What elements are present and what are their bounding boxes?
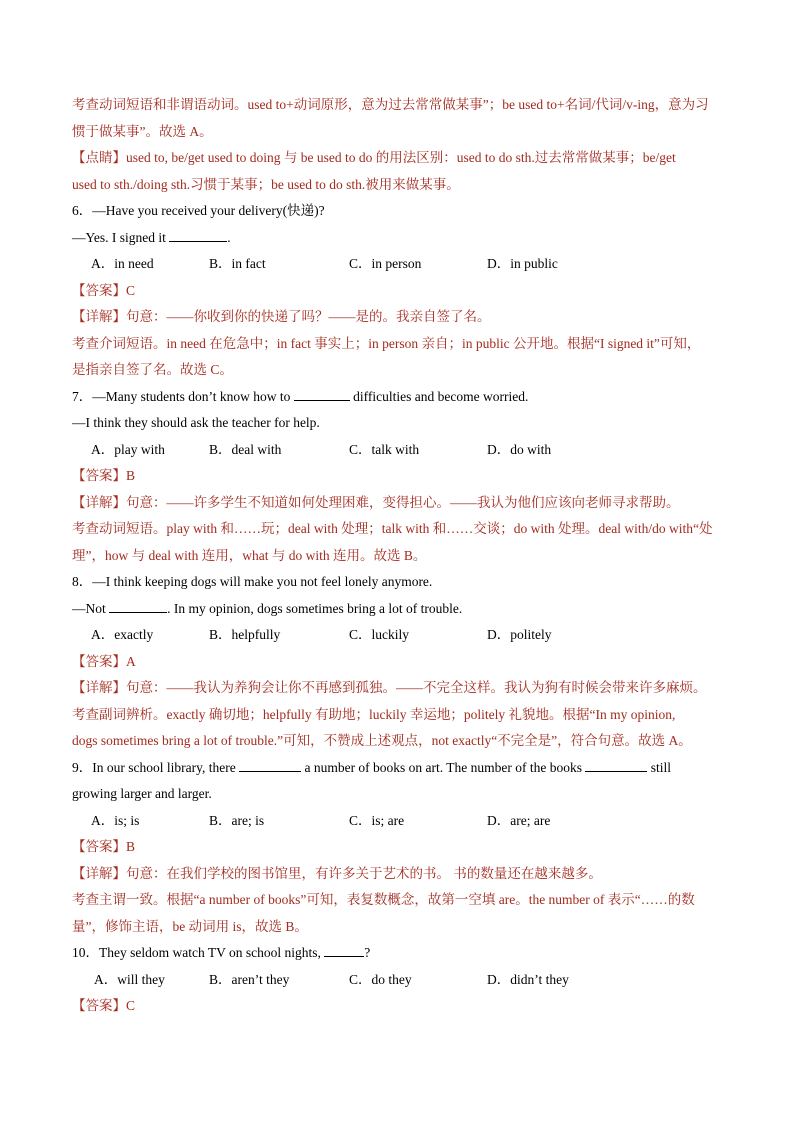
intro-line-1: 考查动词短语和非谓语动词。used to+动词原形，意为过去常常做某事”；be used to+名词/代词/v-ing，意为习: [72, 97, 709, 112]
q6-option-c: C．in person: [349, 256, 422, 271]
q7-answer: [72, 463, 734, 490]
q10-option-a: A．will they: [94, 971, 165, 987]
q9-answer-value: B: [126, 839, 136, 854]
q9-blank-2: [585, 757, 647, 772]
q7-detail-2: 考查动词短语。play with 和……玩；deal with 处理；talk with 和……交谈；do with 处理。deal with/do with“处: [72, 521, 713, 536]
point-label: 【点睛】: [72, 150, 126, 165]
q10-blank: [324, 942, 364, 957]
q8-answer: [72, 649, 734, 676]
q9-stem-1c: still: [647, 759, 672, 775]
q7-option-a: A．play with: [91, 441, 165, 457]
q6-stem-2b: .: [227, 229, 231, 245]
q9-option-d: D．are; are: [487, 812, 551, 828]
q9-options: [72, 808, 734, 835]
point-line-1: [72, 145, 734, 172]
detail-label: 【详解】: [72, 680, 126, 695]
q6-detail-text: 句意：——你收到你的快递了吗？——是的。我亲自签了名。: [126, 309, 491, 324]
q9-option-b: B．are; is: [209, 812, 265, 828]
q9-detail-2: 考查主谓一致。根据“a number of books”可知，表复数概念，故第一空填 are。the number of 表示“……的数: [72, 892, 695, 907]
q10-options: [72, 967, 734, 994]
q6-answer-value: C: [126, 282, 136, 298]
q7-option-d: D．do with: [487, 441, 552, 457]
q6-stem-2a: —Yes. I signed it: [72, 229, 170, 245]
q10-answer-value: C: [126, 998, 136, 1013]
document-page: [72, 92, 734, 1020]
q9-option-a: A．is; is: [91, 812, 140, 828]
point-text-1: used to, be/get used to doing 与 be used to do 的用法区别：used to do sth.过去常常做某事；be/get: [126, 150, 676, 165]
q8-options: [72, 622, 734, 649]
q6-detail-1: [72, 304, 734, 331]
q7-detail-3: 理”，how 与 deal with 连用，what 与 do with 连用。故选 B。: [72, 547, 427, 563]
q7-detail-text: 句意：——许多学生不知道如何处理困难，变得担心。——我认为他们应该向老师寻求帮助。: [126, 494, 680, 510]
q6-blank: [169, 227, 227, 242]
q8-option-a: A．exactly: [91, 627, 154, 642]
q7-options: [72, 437, 734, 464]
detail-label: 【详解】: [72, 309, 126, 324]
q9-stem-1a: 9．In our school library, there: [72, 759, 240, 775]
q10-stem-1b: ?: [364, 945, 371, 960]
q7-blank: [294, 386, 350, 401]
q8-option-b: B．helpfully: [209, 627, 281, 642]
q6-option-d: D．in public: [487, 256, 558, 271]
q8-blank: [109, 598, 167, 613]
q8-detail-1: [72, 675, 734, 702]
q7-option-c: C．talk with: [349, 441, 420, 457]
q8-option-d: D．politely: [487, 627, 552, 642]
q7-stem-1: [72, 384, 734, 411]
q10-option-b: B．aren’t they: [209, 971, 290, 987]
q9-stem-1: [72, 755, 734, 782]
q8-stem-2b: . In my opinion, dogs sometimes bring a lot of trouble.: [167, 600, 463, 616]
q6-stem-2: [72, 225, 734, 252]
point-line-2: used to sth./doing sth.习惯于某事；be used to do sth.被用来做某事。: [72, 176, 460, 192]
q9-stem-2: growing larger and larger.: [72, 786, 212, 801]
q10-stem-1: [72, 940, 734, 967]
q6-options: [72, 251, 734, 278]
intro-line-2: 惯于做某事”。故选 A。: [72, 123, 213, 139]
q7-stem-1b: difficulties and become worried.: [349, 388, 529, 404]
detail-label: 【详解】: [72, 865, 126, 881]
q6-option-a: A．in need: [91, 256, 154, 271]
q6-detail-2: 考查介词短语。in need 在危急中；in fact 事实上；in person 亲自；in public 公开地。根据“I signed it”可知，: [72, 335, 701, 351]
answer-label: 【答案】: [72, 282, 126, 298]
q9-option-c: C．is; are: [349, 812, 405, 828]
q8-stem-2a: —Not: [72, 600, 110, 616]
q8-detail-text: 句意：——我认为养狗会让你不再感到孤独。——不完全这样。我认为狗有时候会带来许多麻烦。: [126, 680, 707, 695]
q8-detail-2: 考查副词辨析。exactly 确切地；helpfully 有助地；luckily 幸运地；politely 礼貌地。根据“In my opinion,: [72, 706, 676, 722]
q9-detail-3: 量”，修饰主语，be 动词用 is，故选 B。: [72, 918, 308, 934]
q8-stem-2: [72, 596, 734, 623]
q8-option-c: C．luckily: [349, 627, 409, 642]
detail-label: 【详解】: [72, 494, 126, 510]
q6-detail-3: 是指亲自签了名。故选 C。: [72, 362, 233, 377]
q6-answer: [72, 278, 734, 305]
q9-detail-1: [72, 861, 734, 888]
answer-label: 【答案】: [72, 468, 126, 483]
q10-answer: [72, 993, 734, 1020]
q9-stem-1b: a number of books on art. The number of the books: [301, 759, 586, 775]
q7-answer-value: B: [126, 468, 136, 483]
q10-stem-1a: 10．They seldom watch TV on school nights,: [72, 945, 325, 960]
q7-option-b: B．deal with: [209, 441, 282, 457]
answer-label: 【答案】: [72, 998, 126, 1013]
q8-stem-1: 8．—I think keeping dogs will make you not feel lonely anymore.: [72, 574, 433, 589]
q6-option-b: B．in fact: [209, 256, 266, 271]
q9-detail-text: 句意：在我们学校的图书馆里，有许多关于艺术的书。 书的数量还在越来越多。: [126, 865, 602, 881]
q7-stem-1a: 7．—Many students don’t know how to: [72, 388, 294, 404]
q7-stem-2: —I think they should ask the teacher for help.: [72, 415, 320, 430]
q9-answer: [72, 834, 734, 861]
answer-label: 【答案】: [72, 653, 126, 669]
q10-option-d: D．didn’t they: [487, 971, 569, 987]
answer-label: 【答案】: [72, 839, 126, 854]
q6-stem-1: 6．—Have you received your delivery(快递)?: [72, 203, 325, 218]
q7-detail-1: [72, 490, 734, 517]
q8-detail-3: dogs sometimes bring a lot of trouble.”可知，不赞成上述观点，not exactly“不完全是”，符合句意。故选 A。: [72, 733, 692, 748]
q8-answer-value: A: [126, 653, 136, 669]
q10-option-c: C．do they: [349, 971, 412, 987]
q9-blank-1: [239, 757, 301, 772]
